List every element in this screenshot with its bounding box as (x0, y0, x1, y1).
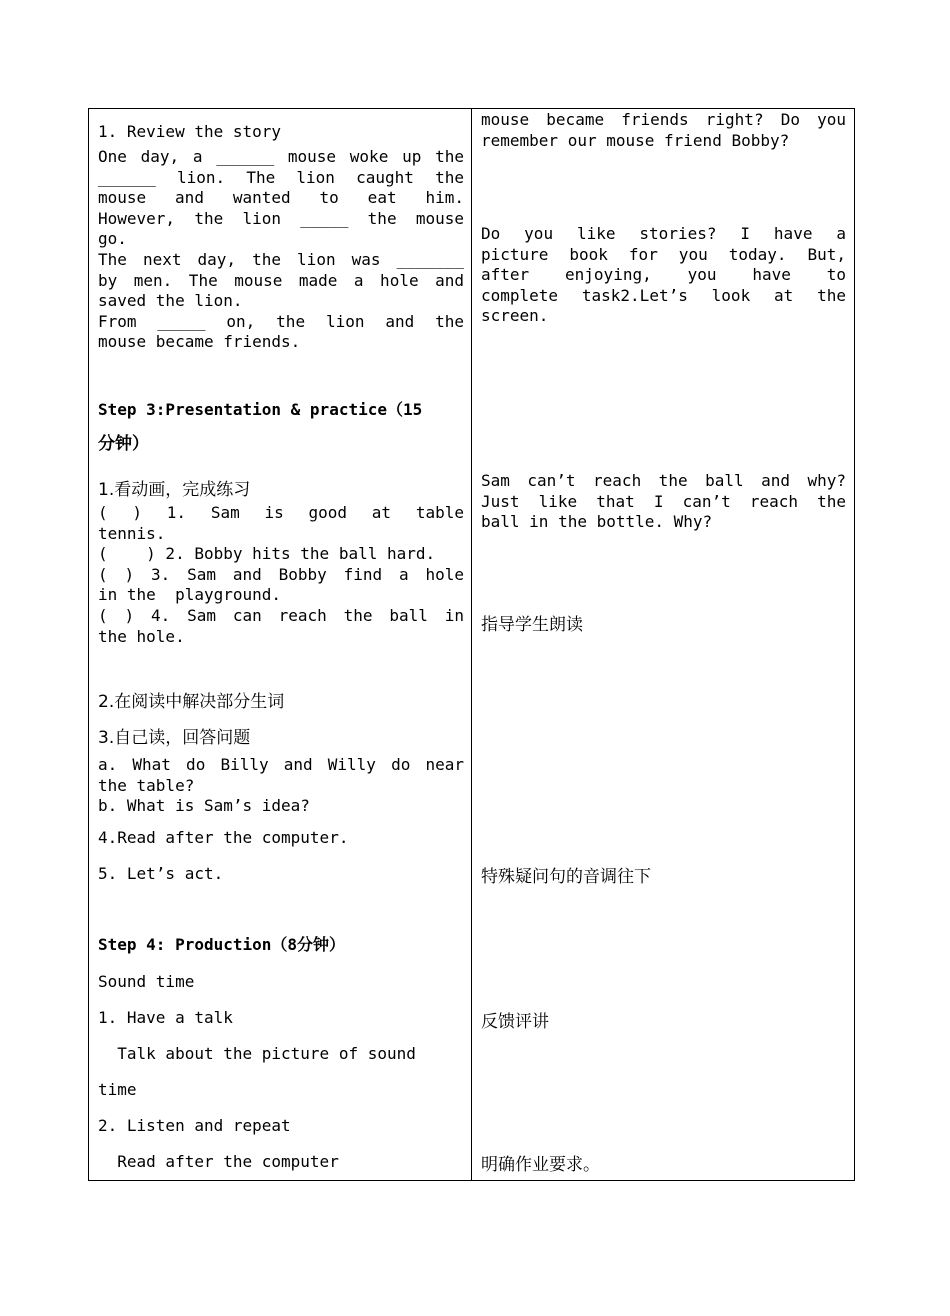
teacher-line: remember our mouse friend Bobby? (481, 130, 790, 150)
exercise-line: tennis. (98, 523, 166, 543)
exercise-line: ( ) 3. Sam and Bobby find a hole (98, 564, 464, 584)
item2-vocabulary: 2.在阅读中解决部分生词 (98, 692, 285, 712)
talk-about-line: time (98, 1080, 137, 1099)
review-line: However, the lion _____ the mouse (98, 208, 464, 228)
teacher-line: Just like that I can’t reach the (481, 491, 846, 511)
talk-about-line: Talk about the picture of sound (98, 1044, 416, 1063)
exercise-line: ( ) 1. Sam is good at table (98, 503, 464, 522)
teacher-line: screen. (481, 306, 549, 326)
note-feedback: 反馈评讲 (481, 1012, 549, 1032)
step4-heading: Step 4: Production（8分钟） (98, 935, 346, 954)
note-homework: 明确作业要求。 (481, 1155, 600, 1175)
exercise1-heading: 1.看动画，完成练习 (98, 480, 251, 500)
review-line: saved the lion. (98, 291, 243, 311)
question-line: the table? (98, 775, 195, 795)
exercise-line: the hole. (98, 626, 185, 646)
item3-heading: 3.自己读，回答问题 (98, 728, 251, 748)
teacher-line: picture book for you today. But, (481, 244, 846, 264)
exercise-line: in the playground. (98, 585, 282, 605)
teacher-line: ball in the bottle. Why? (481, 512, 713, 532)
review-line: One day, a ______ mouse woke up the (98, 147, 464, 166)
review-line: ______ lion. The lion caught the (98, 167, 464, 187)
review-line: go. (98, 229, 127, 249)
note-guide-reading: 指导学生朗读 (481, 615, 583, 635)
question-line: a. What do Billy and Willy do near (98, 755, 464, 774)
teacher-line: after enjoying, you have to (481, 265, 846, 285)
review-heading: 1. Review the story (98, 122, 282, 141)
sound-time-title: Sound time (98, 972, 195, 991)
review-line: by men. The mouse made a hole and (98, 270, 464, 290)
step3-heading-cont: 分钟） (98, 434, 149, 454)
have-a-talk: 1. Have a talk (98, 1008, 233, 1027)
teacher-line: complete task2.Let’s look at the (481, 285, 846, 305)
question-line: b. What is Sam’s idea? (98, 796, 310, 816)
item5-act: 5. Let’s act. (98, 864, 224, 883)
listen-repeat: 2. Listen and repeat (98, 1116, 291, 1135)
review-line: mouse became friends. (98, 332, 301, 352)
review-line: From _____ on, the lion and the (98, 311, 464, 331)
item4-read: 4.Read after the computer. (98, 828, 349, 847)
column-divider (471, 108, 472, 1181)
exercise-line: ( ) 4. Sam can reach the ball in (98, 606, 464, 625)
step3-heading: Step 3:Presentation & practice（15 (98, 400, 423, 419)
read-after-computer: Read after the computer (98, 1152, 339, 1171)
exercise-line: ( ) 2. Bobby hits the ball hard. (98, 544, 436, 564)
teacher-line: Sam can’t reach the ball and why? (481, 471, 846, 490)
teacher-line: Do you like stories? I have a (481, 224, 846, 243)
teacher-line: mouse became friends right? Do you (481, 110, 846, 129)
review-line: The next day, the lion was _______ (98, 250, 464, 269)
note-intonation: 特殊疑问句的音调往下 (481, 867, 651, 887)
review-line: mouse and wanted to eat him. (98, 188, 464, 208)
